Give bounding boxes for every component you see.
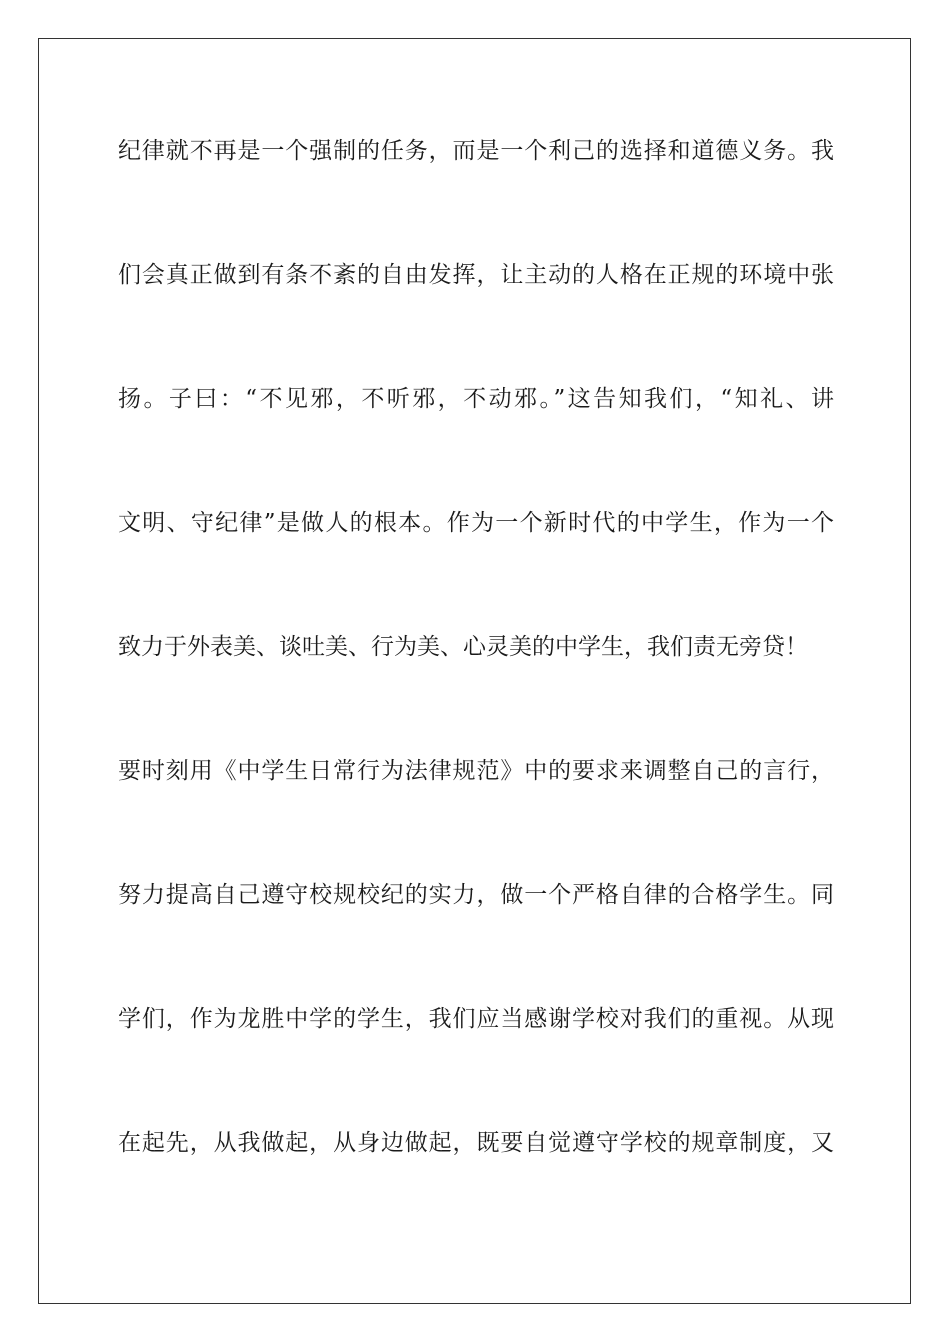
paragraph-line: 致力于外表美、谈吐美、行为美、心灵美的中学生，我们责无旁贷！ bbox=[118, 634, 808, 660]
page-border bbox=[38, 38, 911, 1304]
paragraph-line: 学们，作为龙胜中学的学生，我们应当感谢学校对我们的重视。从现 bbox=[118, 1006, 834, 1032]
paragraph-line: 纪律就不再是一个强制的任务，而是一个利己的选择和道德义务。我 bbox=[118, 138, 834, 164]
paragraph-line: 要时刻用《中学生日常行为法律规范》中的要求来调整自己的言行， bbox=[118, 758, 834, 784]
paragraph-line: 文明、守纪律”是做人的根本。作为一个新时代的中学生，作为一个 bbox=[118, 510, 834, 536]
paragraph-line: 们会真正做到有条不紊的自由发挥，让主动的人格在正规的环境中张 bbox=[118, 262, 834, 288]
paragraph-line: 在起先，从我做起，从身边做起，既要自觉遵守学校的规章制度，又 bbox=[118, 1130, 834, 1156]
paragraph-line: 扬。子曰：“不见邪，不听邪，不动邪。”这告知我们，“知礼、讲 bbox=[118, 386, 834, 412]
paragraph-line: 努力提高自己遵守校规校纪的实力，做一个严格自律的合格学生。同 bbox=[118, 882, 834, 908]
